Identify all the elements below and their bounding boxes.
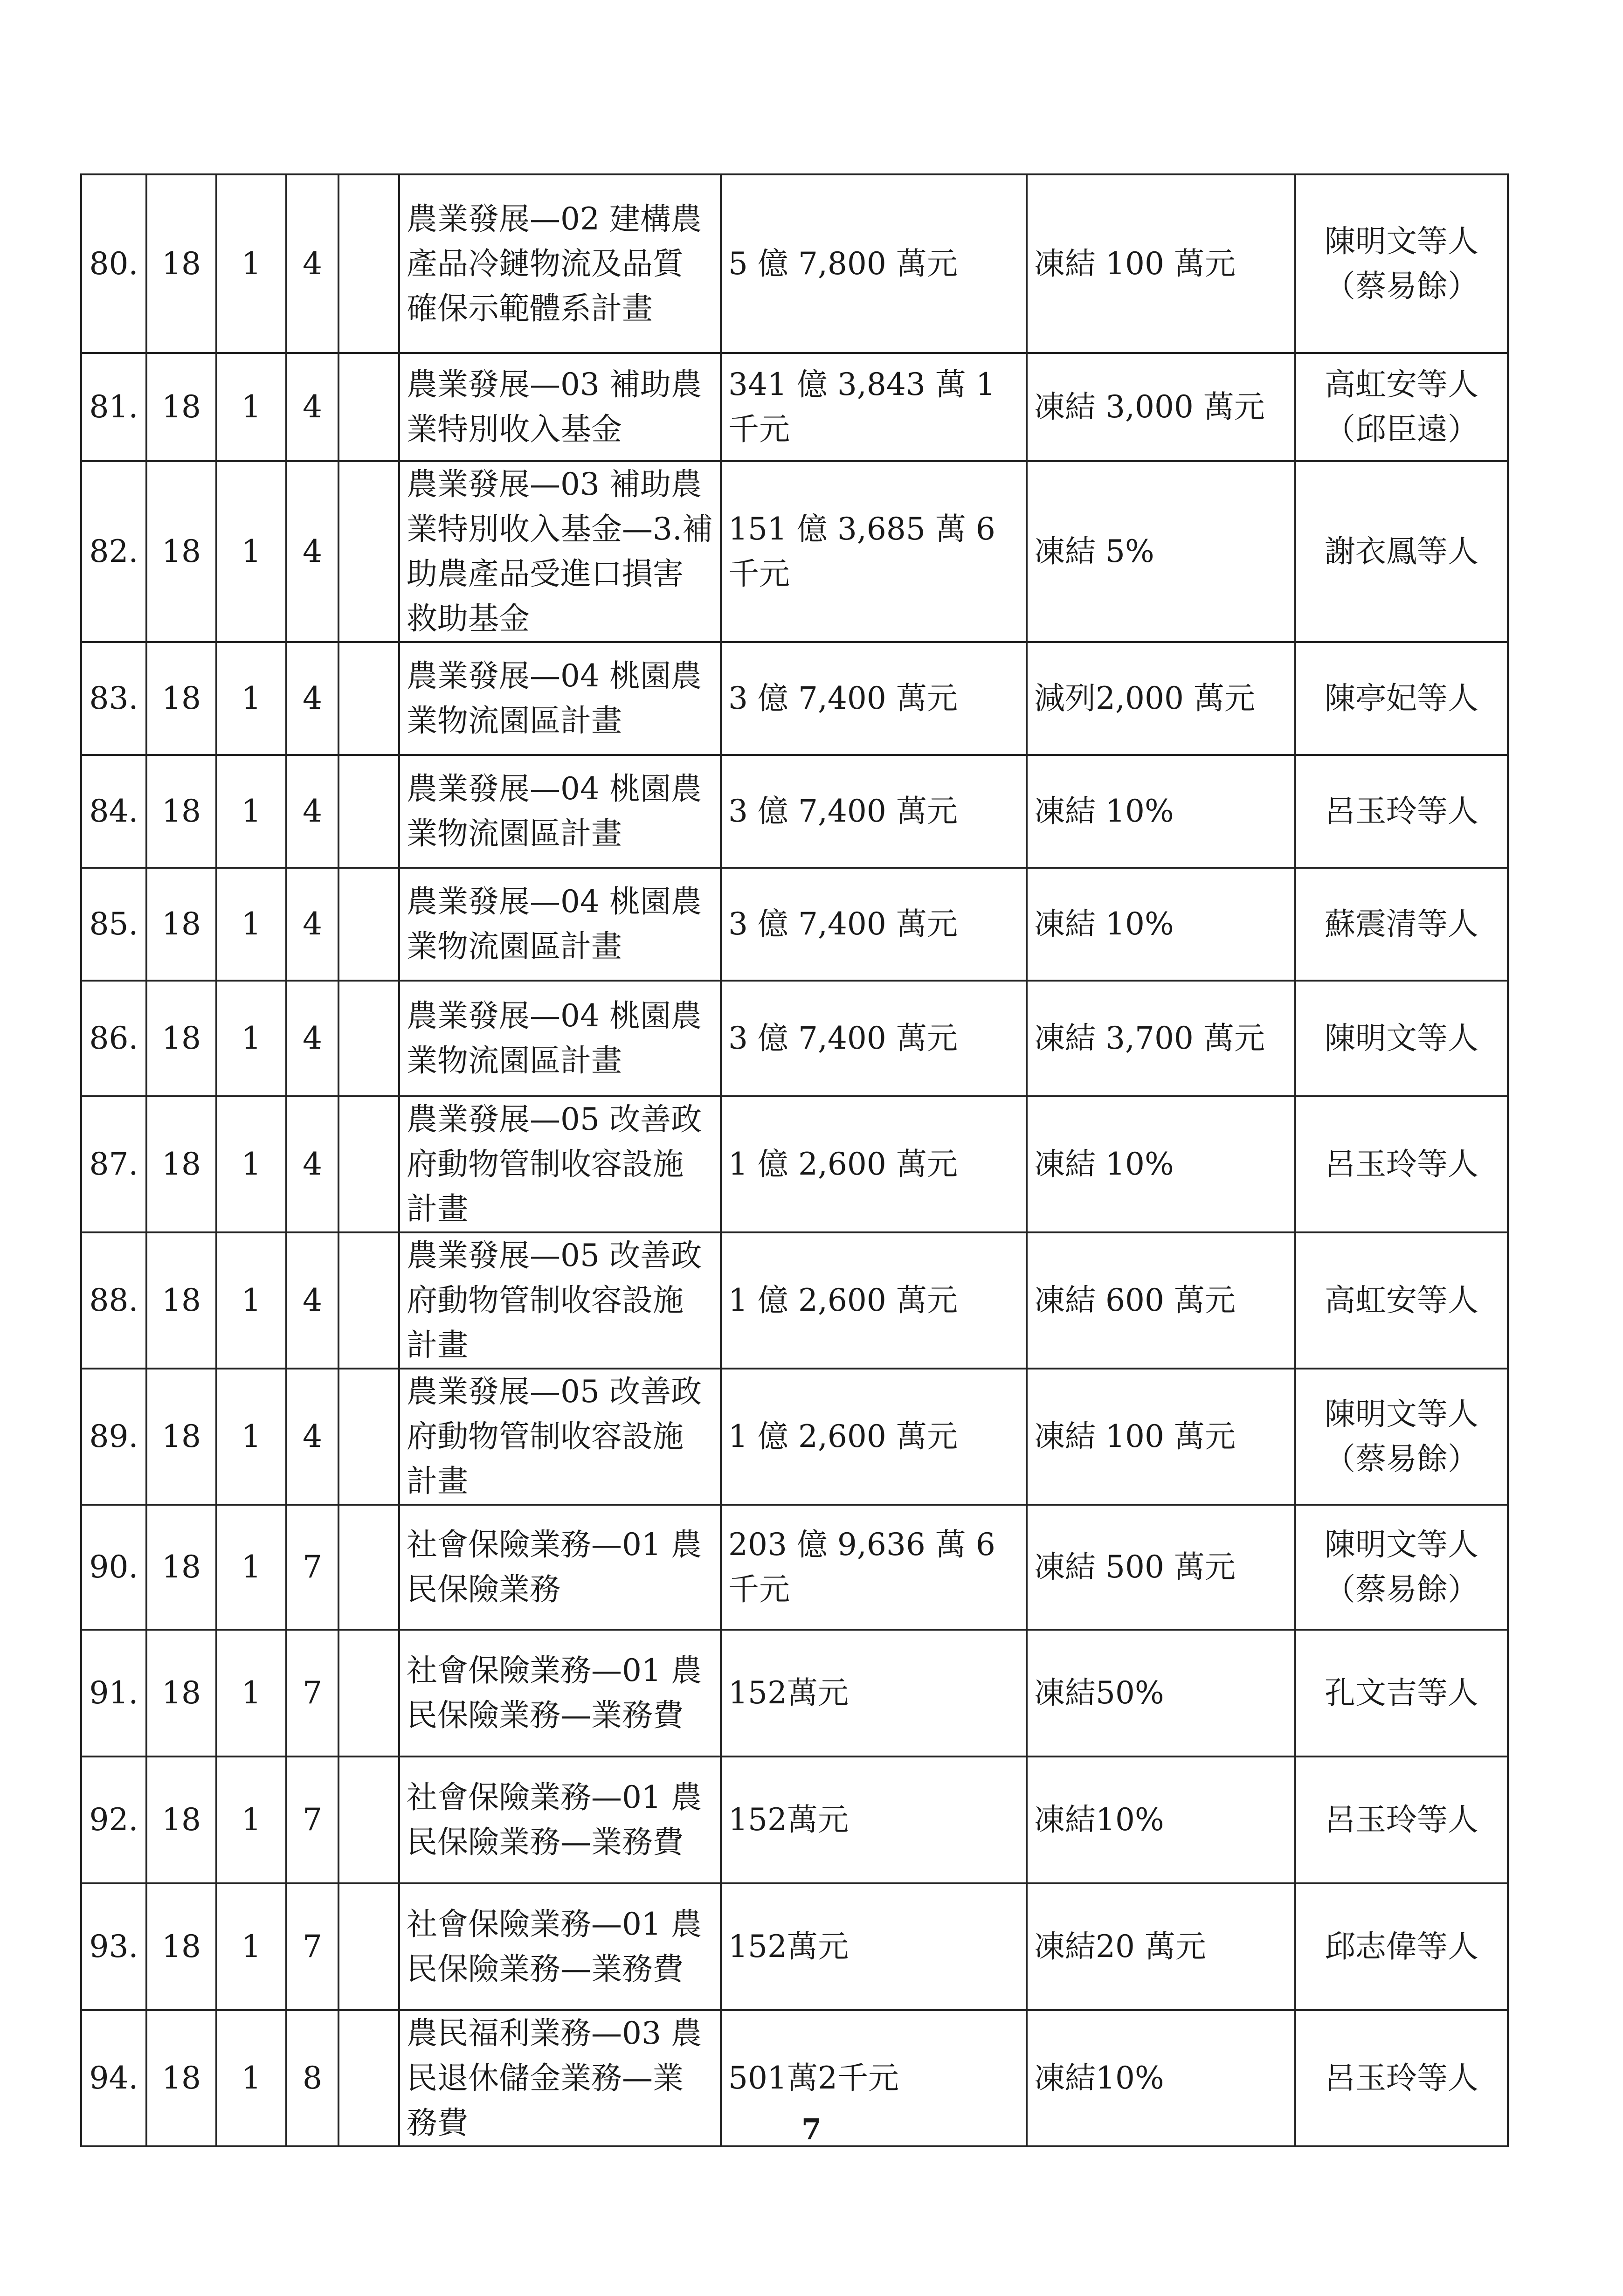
code-column-1: 18 xyxy=(146,1096,216,1232)
proposer-cell xyxy=(1295,1232,1508,1369)
item-name-cell xyxy=(399,174,721,353)
code-column-1: 18 xyxy=(146,1883,216,2010)
budget-amount: 1 億 2,600 萬元 xyxy=(728,1146,958,1182)
code-column-2: 1 xyxy=(216,1369,286,1505)
budget-amount: 203 億 9,636 萬 6 千元 xyxy=(728,1527,995,1607)
code-column-2: 1 xyxy=(216,461,286,642)
item-name: 社會保險業務—01 農民保險業務—業務費 xyxy=(407,1906,702,1987)
code-column-3: 4 xyxy=(286,1232,338,1369)
code-column-4 xyxy=(338,642,399,755)
amount-cell xyxy=(721,1505,1027,1630)
code-column-3: 4 xyxy=(286,868,338,981)
code-column-2: 1 xyxy=(216,1883,286,2010)
code-column-4 xyxy=(338,868,399,981)
budget-proposal-table xyxy=(80,173,1509,2147)
code-column-4 xyxy=(338,1369,399,1505)
proposer-name: 陳亭妃等人 xyxy=(1325,680,1478,716)
item-name-cell xyxy=(399,981,721,1096)
budget-amount: 151 億 3,685 萬 6 千元 xyxy=(728,511,995,592)
code-column-4 xyxy=(338,174,399,353)
budget-amount: 1 億 2,600 萬元 xyxy=(728,1418,958,1454)
row-number: 86. xyxy=(81,981,146,1096)
row-number: 90. xyxy=(81,1505,146,1630)
code-column-3: 4 xyxy=(286,461,338,642)
item-name-cell xyxy=(399,461,721,642)
code-column-2: 1 xyxy=(216,1630,286,1757)
code-column-1: 18 xyxy=(146,461,216,642)
code-column-2: 1 xyxy=(216,868,286,981)
row-number: 94. xyxy=(81,2010,146,2146)
action-cell: 凍結10% xyxy=(1027,1757,1295,1883)
code-column-3: 4 xyxy=(286,1369,338,1505)
proposer-cell xyxy=(1295,353,1508,461)
amount-cell xyxy=(721,461,1027,642)
item-name: 農業發展—05 改善政府動物管制收容設施計畫 xyxy=(407,1101,702,1227)
code-column-4 xyxy=(338,1232,399,1369)
code-column-3: 4 xyxy=(286,353,338,461)
proposer-cell xyxy=(1295,868,1508,981)
code-column-3: 4 xyxy=(286,755,338,868)
proposer-name: 呂玉玲等人 xyxy=(1325,1146,1478,1182)
amount-cell xyxy=(721,981,1027,1096)
code-column-3: 8 xyxy=(286,2010,338,2146)
code-column-3: 4 xyxy=(286,1096,338,1232)
proposer-alt: （邱臣遠） xyxy=(1325,411,1478,447)
amount-cell xyxy=(721,1369,1027,1505)
item-name: 農業發展—05 改善政府動物管制收容設施計畫 xyxy=(407,1374,702,1499)
row-number: 93. xyxy=(81,1883,146,2010)
code-column-2: 1 xyxy=(216,755,286,868)
row-number: 84. xyxy=(81,755,146,868)
item-name: 農業發展—03 補助農業特別收入基金 xyxy=(407,367,702,447)
item-name: 農業發展—04 桃園農業物流園區計畫 xyxy=(407,998,702,1079)
amount-cell xyxy=(721,755,1027,868)
budget-amount: 1 億 2,600 萬元 xyxy=(728,1282,958,1318)
proposer-name: 陳明文等人 xyxy=(1325,1396,1478,1432)
item-name: 農業發展—02 建構農產品冷鏈物流及品質確保示範體系計畫 xyxy=(407,201,702,326)
budget-amount: 3 億 7,400 萬元 xyxy=(728,793,958,829)
table-row xyxy=(81,755,1508,868)
row-number: 88. xyxy=(81,1232,146,1369)
table-row xyxy=(81,1505,1508,1630)
code-column-3: 7 xyxy=(286,1757,338,1883)
proposer-name: 孔文吉等人 xyxy=(1325,1675,1478,1711)
code-column-2: 1 xyxy=(216,1096,286,1232)
code-column-4 xyxy=(338,1757,399,1883)
budget-amount: 152萬元 xyxy=(728,1802,849,1838)
proposer-name: 謝衣鳳等人 xyxy=(1325,533,1478,569)
amount-cell xyxy=(721,174,1027,353)
table-row xyxy=(81,1630,1508,1757)
row-number: 87. xyxy=(81,1096,146,1232)
amount-cell xyxy=(721,642,1027,755)
proposer-alt: （蔡易餘） xyxy=(1325,1571,1478,1607)
amount-cell xyxy=(721,1757,1027,1883)
item-name-cell xyxy=(399,868,721,981)
proposer-name: 高虹安等人 xyxy=(1325,367,1478,402)
code-column-2: 1 xyxy=(216,1505,286,1630)
item-name-cell xyxy=(399,1505,721,1630)
code-column-1: 18 xyxy=(146,755,216,868)
table-row xyxy=(81,1757,1508,1883)
action-cell: 凍結 3,700 萬元 xyxy=(1027,981,1295,1096)
proposer-alt: （蔡易餘） xyxy=(1325,1441,1478,1477)
proposer-name: 呂玉玲等人 xyxy=(1325,1802,1478,1838)
code-column-1: 18 xyxy=(146,981,216,1096)
proposer-name: 陳明文等人 xyxy=(1325,223,1478,259)
code-column-1: 18 xyxy=(146,1505,216,1630)
budget-amount: 3 億 7,400 萬元 xyxy=(728,1020,958,1056)
code-column-3: 4 xyxy=(286,981,338,1096)
budget-amount: 5 億 7,800 萬元 xyxy=(728,245,958,282)
proposer-cell xyxy=(1295,642,1508,755)
table-row xyxy=(81,174,1508,353)
code-column-1: 18 xyxy=(146,174,216,353)
code-column-1: 18 xyxy=(146,1757,216,1883)
budget-amount: 501萬2千元 xyxy=(728,2060,899,2096)
proposer-cell xyxy=(1295,755,1508,868)
table-row xyxy=(81,1232,1508,1369)
code-column-4 xyxy=(338,1505,399,1630)
code-column-2: 1 xyxy=(216,1232,286,1369)
row-number: 83. xyxy=(81,642,146,755)
code-column-3: 7 xyxy=(286,1505,338,1630)
action-cell: 凍結20 萬元 xyxy=(1027,1883,1295,2010)
proposer-cell xyxy=(1295,461,1508,642)
code-column-3: 4 xyxy=(286,174,338,353)
row-number: 81. xyxy=(81,353,146,461)
row-number: 85. xyxy=(81,868,146,981)
proposer-name: 邱志偉等人 xyxy=(1325,1929,1478,1964)
item-name-cell xyxy=(399,642,721,755)
proposer-name: 陳明文等人 xyxy=(1325,1020,1478,1056)
action-cell: 凍結10% xyxy=(1027,2010,1295,2146)
row-number: 91. xyxy=(81,1630,146,1757)
item-name-cell xyxy=(399,1232,721,1369)
amount-cell xyxy=(721,1883,1027,2010)
code-column-4 xyxy=(338,1096,399,1232)
code-column-1: 18 xyxy=(146,1232,216,1369)
proposer-name: 呂玉玲等人 xyxy=(1325,2060,1478,2096)
table-row xyxy=(81,642,1508,755)
code-column-2: 1 xyxy=(216,2010,286,2146)
table-row xyxy=(81,1369,1508,1505)
item-name-cell xyxy=(399,353,721,461)
budget-amount: 152萬元 xyxy=(728,1929,849,1964)
proposer-cell xyxy=(1295,1096,1508,1232)
code-column-2: 1 xyxy=(216,174,286,353)
amount-cell xyxy=(721,353,1027,461)
budget-amount: 152萬元 xyxy=(728,1675,849,1711)
code-column-4 xyxy=(338,981,399,1096)
action-cell: 凍結 100 萬元 xyxy=(1027,174,1295,353)
action-cell: 凍結 10% xyxy=(1027,1096,1295,1232)
code-column-1: 18 xyxy=(146,2010,216,2146)
code-column-1: 18 xyxy=(146,353,216,461)
table-row xyxy=(81,981,1508,1096)
code-column-4 xyxy=(338,755,399,868)
row-number: 80. xyxy=(81,174,146,353)
action-cell: 減列2,000 萬元 xyxy=(1027,642,1295,755)
item-name: 社會保險業務—01 農民保險業務 xyxy=(407,1527,702,1607)
item-name: 農業發展—05 改善政府動物管制收容設施計畫 xyxy=(407,1238,702,1363)
proposer-cell xyxy=(1295,1757,1508,1883)
budget-amount: 3 億 7,400 萬元 xyxy=(728,906,958,942)
code-column-4 xyxy=(338,461,399,642)
code-column-4 xyxy=(338,1630,399,1757)
table-row xyxy=(81,461,1508,642)
proposer-cell xyxy=(1295,1630,1508,1757)
proposer-name: 陳明文等人 xyxy=(1325,1527,1478,1563)
code-column-1: 18 xyxy=(146,642,216,755)
action-cell: 凍結 500 萬元 xyxy=(1027,1505,1295,1630)
row-number: 82. xyxy=(81,461,146,642)
amount-cell xyxy=(721,1630,1027,1757)
amount-cell xyxy=(721,868,1027,981)
action-cell: 凍結 10% xyxy=(1027,868,1295,981)
item-name: 農業發展—04 桃園農業物流園區計畫 xyxy=(407,884,702,964)
item-name-cell xyxy=(399,1096,721,1232)
code-column-1: 18 xyxy=(146,1369,216,1505)
table-row xyxy=(81,868,1508,981)
code-column-3: 7 xyxy=(286,1630,338,1757)
code-column-2: 1 xyxy=(216,642,286,755)
item-name-cell xyxy=(399,1883,721,2010)
proposer-name: 呂玉玲等人 xyxy=(1325,793,1478,829)
proposer-cell xyxy=(1295,1883,1508,2010)
item-name: 農業發展—04 桃園農業物流園區計畫 xyxy=(407,658,702,739)
item-name-cell xyxy=(399,755,721,868)
code-column-2: 1 xyxy=(216,353,286,461)
item-name-cell xyxy=(399,1630,721,1757)
row-number: 92. xyxy=(81,1757,146,1883)
action-cell: 凍結50% xyxy=(1027,1630,1295,1757)
page-number: 7 xyxy=(801,2112,822,2146)
action-cell: 凍結 100 萬元 xyxy=(1027,1369,1295,1505)
item-name: 社會保險業務—01 農民保險業務—業務費 xyxy=(407,1653,702,1733)
amount-cell xyxy=(721,1232,1027,1369)
item-name: 社會保險業務—01 農民保險業務—業務費 xyxy=(407,1779,702,1860)
item-name: 農業發展—03 補助農業特別收入基金—3.補助農產品受進口損害救助基金 xyxy=(407,466,713,636)
code-column-1: 18 xyxy=(146,1630,216,1757)
proposer-cell xyxy=(1295,981,1508,1096)
action-cell: 凍結 5% xyxy=(1027,461,1295,642)
code-column-3: 7 xyxy=(286,1883,338,2010)
action-cell: 凍結 3,000 萬元 xyxy=(1027,353,1295,461)
item-name: 農民福利業務—03 農民退休儲金業務—業務費 xyxy=(407,2015,702,2141)
budget-amount: 341 億 3,843 萬 1 千元 xyxy=(728,367,995,447)
code-column-2: 1 xyxy=(216,981,286,1096)
row-number: 89. xyxy=(81,1369,146,1505)
proposer-cell xyxy=(1295,174,1508,353)
proposer-cell xyxy=(1295,1505,1508,1630)
action-cell: 凍結 600 萬元 xyxy=(1027,1232,1295,1369)
proposer-name: 高虹安等人 xyxy=(1325,1282,1478,1318)
item-name-cell xyxy=(399,1369,721,1505)
code-column-4 xyxy=(338,353,399,461)
code-column-4 xyxy=(338,1883,399,2010)
code-column-2: 1 xyxy=(216,1757,286,1883)
item-name-cell xyxy=(399,1757,721,1883)
table-row xyxy=(81,353,1508,461)
table-row xyxy=(81,1883,1508,2010)
action-cell: 凍結 10% xyxy=(1027,755,1295,868)
proposer-alt: （蔡易餘） xyxy=(1325,268,1478,304)
proposer-cell xyxy=(1295,1369,1508,1505)
amount-cell xyxy=(721,1096,1027,1232)
code-column-3: 4 xyxy=(286,642,338,755)
item-name: 農業發展—04 桃園農業物流園區計畫 xyxy=(407,771,702,851)
code-column-1: 18 xyxy=(146,868,216,981)
proposer-name: 蘇震清等人 xyxy=(1325,906,1478,942)
table-body xyxy=(81,174,1508,2146)
table-row xyxy=(81,1096,1508,1232)
budget-amount: 3 億 7,400 萬元 xyxy=(728,680,958,716)
